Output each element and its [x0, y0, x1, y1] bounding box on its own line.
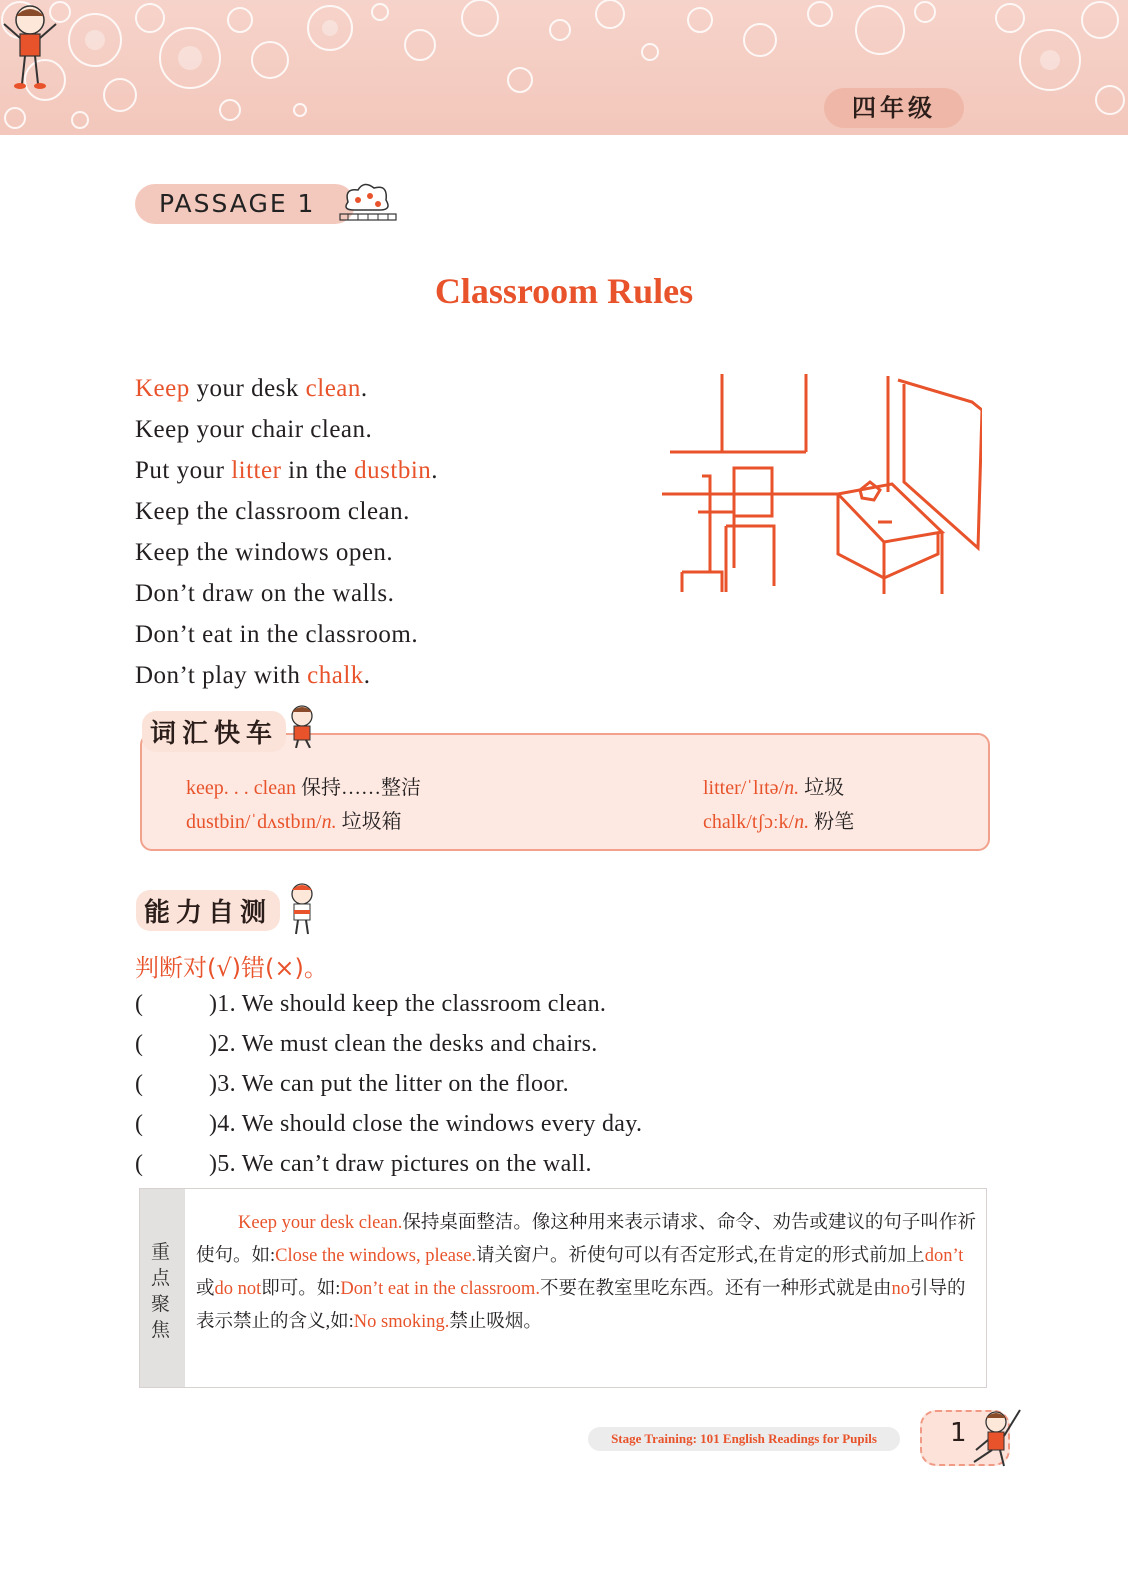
vocab-part-of-speech: n.: [794, 811, 810, 833]
key-point-tab: [140, 1189, 185, 1387]
example-sentence: Close the windows, please.: [275, 1246, 477, 1266]
vocab-item-litter: [703, 771, 844, 800]
vocab-meaning: 垃圾: [804, 777, 845, 799]
passage-line: [135, 614, 438, 655]
passage-text-segment: Put your: [135, 457, 232, 484]
passage-text-segment: Don’t play with: [135, 662, 308, 689]
passage-title: Classroom Rules: [434, 271, 694, 311]
highlighted-word: dustbin: [354, 457, 432, 484]
passage-text-segment: .: [431, 457, 439, 484]
vocab-item-dustbin: [186, 805, 402, 834]
example-sentence: don’t: [924, 1246, 964, 1266]
answer-blank[interactable]: (: [135, 991, 143, 1017]
vocab-word: litter: [703, 777, 741, 799]
example-sentence: No smoking.: [353, 1312, 450, 1332]
passage-text-segment: in the: [281, 457, 355, 484]
child-cartoon-icon: [284, 880, 320, 936]
example-sentence: no: [891, 1279, 910, 1299]
question-2: ( )2. We must clean the desks and chairs.: [135, 1024, 642, 1064]
page-number: 1: [950, 1418, 967, 1448]
vocab-pronunciation: /ˈdʌstbɪn/: [244, 811, 322, 833]
answer-blank[interactable]: (: [135, 1071, 143, 1097]
example-sentence: Don’t eat in the classroom.: [340, 1279, 540, 1299]
tree-decoration-icon: [336, 180, 400, 224]
passage-line: [135, 655, 438, 696]
passage-label: PASSAGE 1: [135, 184, 355, 224]
key-point-box: [139, 1188, 987, 1388]
question-4: ( )4. We should close the windows every day.: [135, 1104, 642, 1144]
answer-blank[interactable]: (: [135, 1111, 143, 1137]
self-test-heading: 能力自测: [136, 890, 280, 931]
girl-cartoon-icon: [0, 0, 60, 90]
passage-line: [135, 450, 438, 491]
passage-text-segment: Keep your chair clean.: [135, 416, 373, 443]
vocab-item-keep-clean: [186, 771, 421, 800]
passage-text-segment: .: [360, 375, 368, 402]
passage-text-segment: Keep the windows open.: [135, 539, 394, 566]
explanation-text: 或: [196, 1279, 215, 1299]
question-1: ( )1. We should keep the classroom clean.: [135, 984, 642, 1024]
series-title: Stage Training: 101 English Readings for Pupils: [588, 1427, 900, 1451]
question-list: [135, 984, 642, 1184]
grade-badge: 四年级: [824, 88, 964, 128]
passage-text-segment: Keep the classroom clean.: [135, 498, 410, 525]
example-sentence: Keep your desk clean.: [238, 1213, 403, 1233]
vocab-meaning: 粉笔: [814, 811, 855, 833]
explanation-text: 引导的表示禁止的含义,如:: [196, 1279, 966, 1332]
passage-text-segment: .: [363, 662, 371, 689]
answer-blank[interactable]: (: [135, 1031, 143, 1057]
vocab-pronunciation: /ˈlɪtə/: [740, 777, 785, 799]
passage-text-segment: your desk: [189, 375, 306, 402]
classroom-illustration: [662, 372, 982, 598]
waving-child-icon: [960, 1400, 1030, 1470]
boy-cartoon-icon: [282, 702, 322, 748]
header-band: [0, 0, 1128, 135]
passage-text: [135, 368, 438, 696]
key-point-label: 重点聚焦: [151, 1241, 171, 1341]
highlighted-word: clean: [305, 375, 361, 402]
highlighted-word: Keep: [135, 375, 190, 402]
vocab-pronunciation: /tʃɔːk/: [746, 811, 795, 833]
passage-line: [135, 368, 438, 409]
example-sentence: do not: [214, 1279, 262, 1299]
question-3: ( )3. We can put the litter on the floor.: [135, 1064, 642, 1104]
vocab-word: dustbin: [186, 811, 245, 833]
passage-line: [135, 409, 438, 450]
vocab-meaning: 垃圾箱: [341, 811, 402, 833]
explanation-text: 请关窗户。祈使句可以有否定形式,在肯定的形式前加上: [476, 1246, 925, 1266]
passage-text-segment: Don’t eat in the classroom.: [135, 621, 419, 648]
vocab-part-of-speech: n.: [784, 777, 800, 799]
vocab-item-chalk: [703, 805, 854, 834]
vocab-meaning: 保持……整洁: [300, 777, 421, 799]
vocab-part-of-speech: n.: [321, 811, 337, 833]
passage-line: [135, 532, 438, 573]
key-point-text: [196, 1207, 980, 1339]
vocab-word: chalk: [703, 811, 747, 833]
passage-line: [135, 491, 438, 532]
question-5: ( )5. We can’t draw pictures on the wall.: [135, 1144, 642, 1184]
vocabulary-heading: 词汇快车: [142, 711, 286, 752]
explanation-text: 保持桌面整洁。像这种用来表示请求、命令、劝告或建议的句子叫作祈使句。如:: [196, 1213, 976, 1266]
passage-line: [135, 573, 438, 614]
vocab-word: keep. . . clean: [186, 777, 296, 799]
explanation-text: 不要在教室里吃东西。还有一种形式就是由: [539, 1279, 892, 1299]
answer-blank[interactable]: (: [135, 1151, 143, 1177]
highlighted-word: chalk: [307, 662, 364, 689]
passage-text-segment: Don’t draw on the walls.: [135, 580, 395, 607]
explanation-text: 即可。如:: [261, 1279, 341, 1299]
test-instruction: 判断对(√)错(×)。: [135, 954, 328, 982]
highlighted-word: litter: [231, 457, 282, 484]
explanation-text: 禁止吸烟。: [449, 1312, 542, 1332]
